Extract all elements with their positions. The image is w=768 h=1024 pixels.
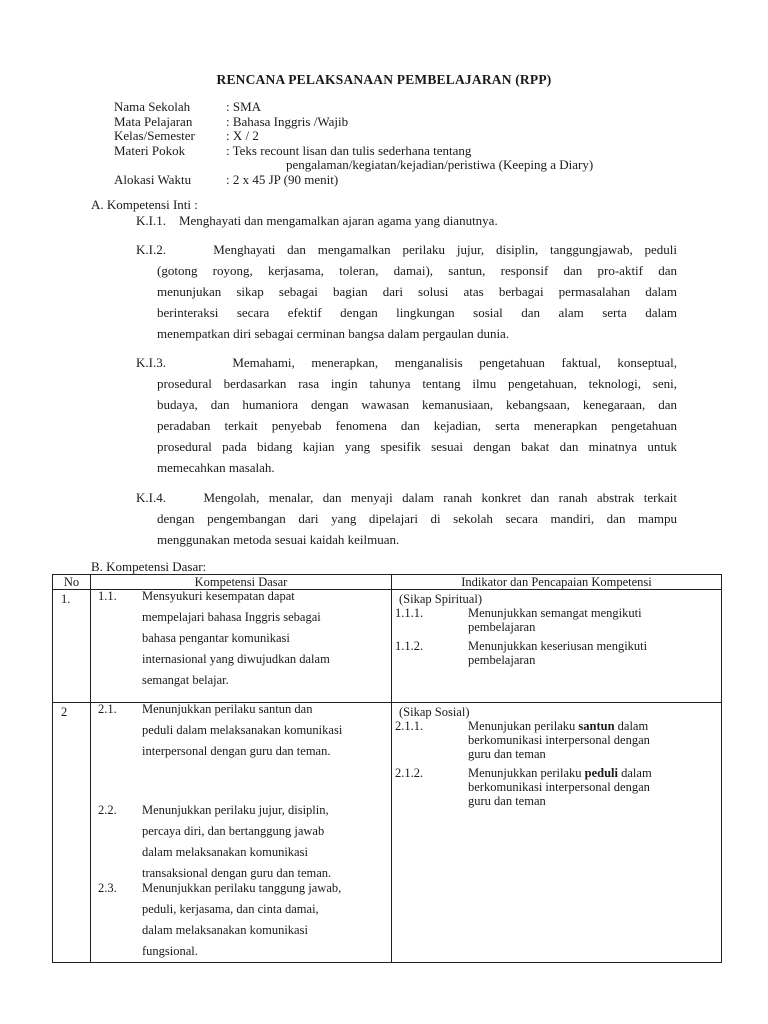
indicator-line: guru dan teman [468, 747, 546, 761]
kd-number: 2.2. [98, 803, 117, 817]
kd-line: semangat belajar. [142, 673, 229, 687]
ki-number: K.I.3. [136, 355, 166, 370]
identity-label: Nama Sekolah [114, 99, 191, 114]
ki-line: prosedural berdasarkan rasa ingin tahunya tentang ilmu pengetahuan, teknologi, seni, [157, 376, 677, 391]
kd-line: interpersonal dengan guru dan teman. [142, 744, 331, 758]
ki-line: dengan pengembangan dari yang dipelajari di sekolah secara mandiri, dan mampu [157, 511, 677, 526]
kd-number: 2.1. [98, 702, 117, 716]
indicator-number: 2.1.2. [395, 766, 424, 780]
table-row [53, 590, 722, 703]
indicator-number: 2.1.1. [395, 719, 424, 733]
indicator-keyword: peduli [584, 766, 618, 780]
kd-cell [91, 703, 392, 963]
indicator-text-pre: Menunjukkan perilaku [468, 766, 585, 780]
kd-text [142, 800, 391, 884]
section-b-heading: B. Kompetensi Dasar: [91, 559, 207, 574]
indicator-line: pembelajaran [468, 620, 536, 634]
kd-item [91, 878, 391, 962]
indicator-line [468, 766, 721, 780]
ki-item [136, 210, 677, 231]
identity-value: : SMA [226, 99, 262, 114]
indicator-line: pembelajaran [468, 653, 536, 667]
indicator-text-post: dalam [614, 719, 649, 733]
indicator-cell [392, 590, 722, 703]
identity-value: : Teks recount lisan dan tulis sederhana tentang [226, 142, 472, 158]
ki-line: prosedural pada bidang kajian yang spesifik sesuai dengan bakat dan minatnya untuk [157, 439, 677, 454]
ki-number: K.I.1. [136, 213, 166, 228]
kd-item [91, 800, 391, 884]
ki-item [136, 487, 677, 550]
kd-line: Mensyukuri kesempatan dapat [142, 589, 295, 603]
kd-line: internasional yang diwujudkan dalam [142, 652, 330, 666]
identity-value-continuation: pengalaman/kegiatan/kejadian/peristiwa (Keeping a Diary) [286, 157, 594, 173]
section-a-heading: A. Kompetensi Inti : [91, 197, 198, 212]
kompetensi-dasar-table [52, 574, 722, 963]
kd-line: percaya diri, dan bertanggung jawab [142, 824, 325, 838]
ki-line: berinteraksi secara efektif dengan lingkungan sosial dan alam serta dalam [157, 305, 677, 320]
indicator-line [468, 719, 721, 733]
ki-item [136, 352, 677, 478]
indicator-number: 1.1.1. [395, 606, 424, 620]
indicator-number: 1.1.2. [395, 639, 424, 653]
ki-line [136, 210, 677, 231]
row-number: 2 [61, 705, 68, 719]
indicator-text-pre: Menunjukan perilaku [468, 719, 579, 733]
ki-line: menempatkan diri sebagai cerminan bangsa dalam pergaulan dunia. [157, 326, 510, 341]
ki-line: memecahkan masalah. [157, 460, 275, 475]
kd-number: 2.3. [98, 881, 117, 895]
identity-value: : Bahasa Inggris /Wajib [226, 113, 349, 129]
ki-text: Menghayati dan mengamalkan ajaran agama yang dianutnya. [178, 213, 498, 228]
identity-value: : X / 2 [226, 128, 259, 144]
indicator-group-label: (Sikap Sosial) [399, 705, 470, 719]
ki-text: Mengolah, menalar, dan menyaji dalam ranah konkret dan ranah abstrak terkait [203, 490, 678, 505]
ki-line: peradaban terkait penyebab fenomena dan kejadian, serta menerapkan pengetahuan [157, 418, 677, 433]
table-row [53, 703, 722, 963]
kd-item [91, 699, 391, 762]
kd-cell [91, 590, 392, 703]
identity-label: Materi Pokok [114, 142, 186, 158]
column-header-indicator: Indikator dan Pencapaian Kompetensi [392, 575, 722, 590]
column-header-kd: Kompetensi Dasar [91, 575, 392, 590]
kd-text [142, 586, 391, 691]
kd-line: Menunjukkan perilaku jujur, disiplin, [142, 803, 329, 817]
kd-text [142, 878, 391, 962]
ki-line: (gotong royong, kerjasama, toleran, damai), santun, responsif dan pro-aktif dan [157, 263, 677, 278]
ki-text: Memahami, menerapkan, menganalisis pengetahuan faktual, konseptual, [232, 355, 678, 370]
kd-line: peduli dalam melaksanakan komunikasi [142, 723, 343, 737]
kd-line: mempelajari bahasa Inggris sebagai [142, 610, 321, 624]
kd-line: dalam melaksanakan komunikasi [142, 923, 308, 937]
ki-line: menggunakan metoda sesuai kaidah keilmuan. [157, 532, 400, 547]
ki-item [136, 239, 677, 344]
indicator-line: berkomunikasi interpersonal dengan [468, 733, 650, 747]
indicator-text-post: dalam [618, 766, 652, 780]
kd-number: 1.1. [98, 589, 117, 603]
kd-line: bahasa pengantar komunikasi [142, 631, 290, 645]
indicator-item [392, 719, 721, 761]
row-no-cell [53, 703, 91, 963]
column-header-no: No [53, 575, 91, 590]
kd-line: peduli, kerjasama, dan cinta damai, [142, 902, 319, 916]
indicator-keyword: santun [578, 719, 615, 733]
row-no-cell [53, 590, 91, 703]
indicator-line: Menunjukkan keseriusan mengikuti [468, 639, 648, 653]
kd-line: dalam melaksanakan komunikasi [142, 845, 308, 859]
indicator-cell [392, 703, 722, 963]
ki-line: menunjukan sikap sebagai bagian dari solusi atas berbagai permasalahan dalam [157, 284, 677, 299]
indicator-line: Menunjukkan semangat mengikuti [468, 606, 642, 620]
identity-label: Alokasi Waktu [114, 171, 192, 187]
identity-label: Kelas/Semester [114, 128, 195, 144]
indicator-item [392, 766, 721, 808]
indicator-line: berkomunikasi interpersonal dengan [468, 780, 650, 794]
document-title: RENCANA PELAKSANAAN PEMBELAJARAN (RPP) [216, 72, 552, 87]
kd-text [142, 699, 391, 762]
ki-line [136, 487, 677, 508]
indicator-line: guru dan teman [468, 794, 546, 808]
kd-line: transaksional dengan guru dan teman. [142, 866, 332, 880]
ki-line [136, 239, 677, 260]
identity-label: Mata Pelajaran [114, 113, 193, 129]
ki-number: K.I.2. [136, 242, 166, 257]
ki-line [136, 352, 677, 373]
identity-value: : 2 x 45 JP (90 menit) [226, 171, 339, 187]
indicator-item [392, 639, 721, 667]
indicator-item [392, 606, 721, 634]
kd-line: fungsional. [142, 944, 198, 958]
ki-line: budaya, dan humaniora dengan wawasan kemanusiaan, kebangsaan, kenegaraan, dan [157, 397, 677, 412]
kd-line: Menunjukkan perilaku santun dan [142, 702, 313, 716]
kd-item [91, 586, 391, 691]
row-number: 1. [61, 592, 71, 606]
indicator-group-label: (Sikap Spiritual) [399, 592, 482, 606]
ki-number: K.I.4. [136, 490, 166, 505]
kd-line: Menunjukkan perilaku tanggung jawab, [142, 881, 342, 895]
ki-text: Menghayati dan mengamalkan perilaku jujur, disiplin, tanggungjawab, peduli [213, 242, 678, 257]
